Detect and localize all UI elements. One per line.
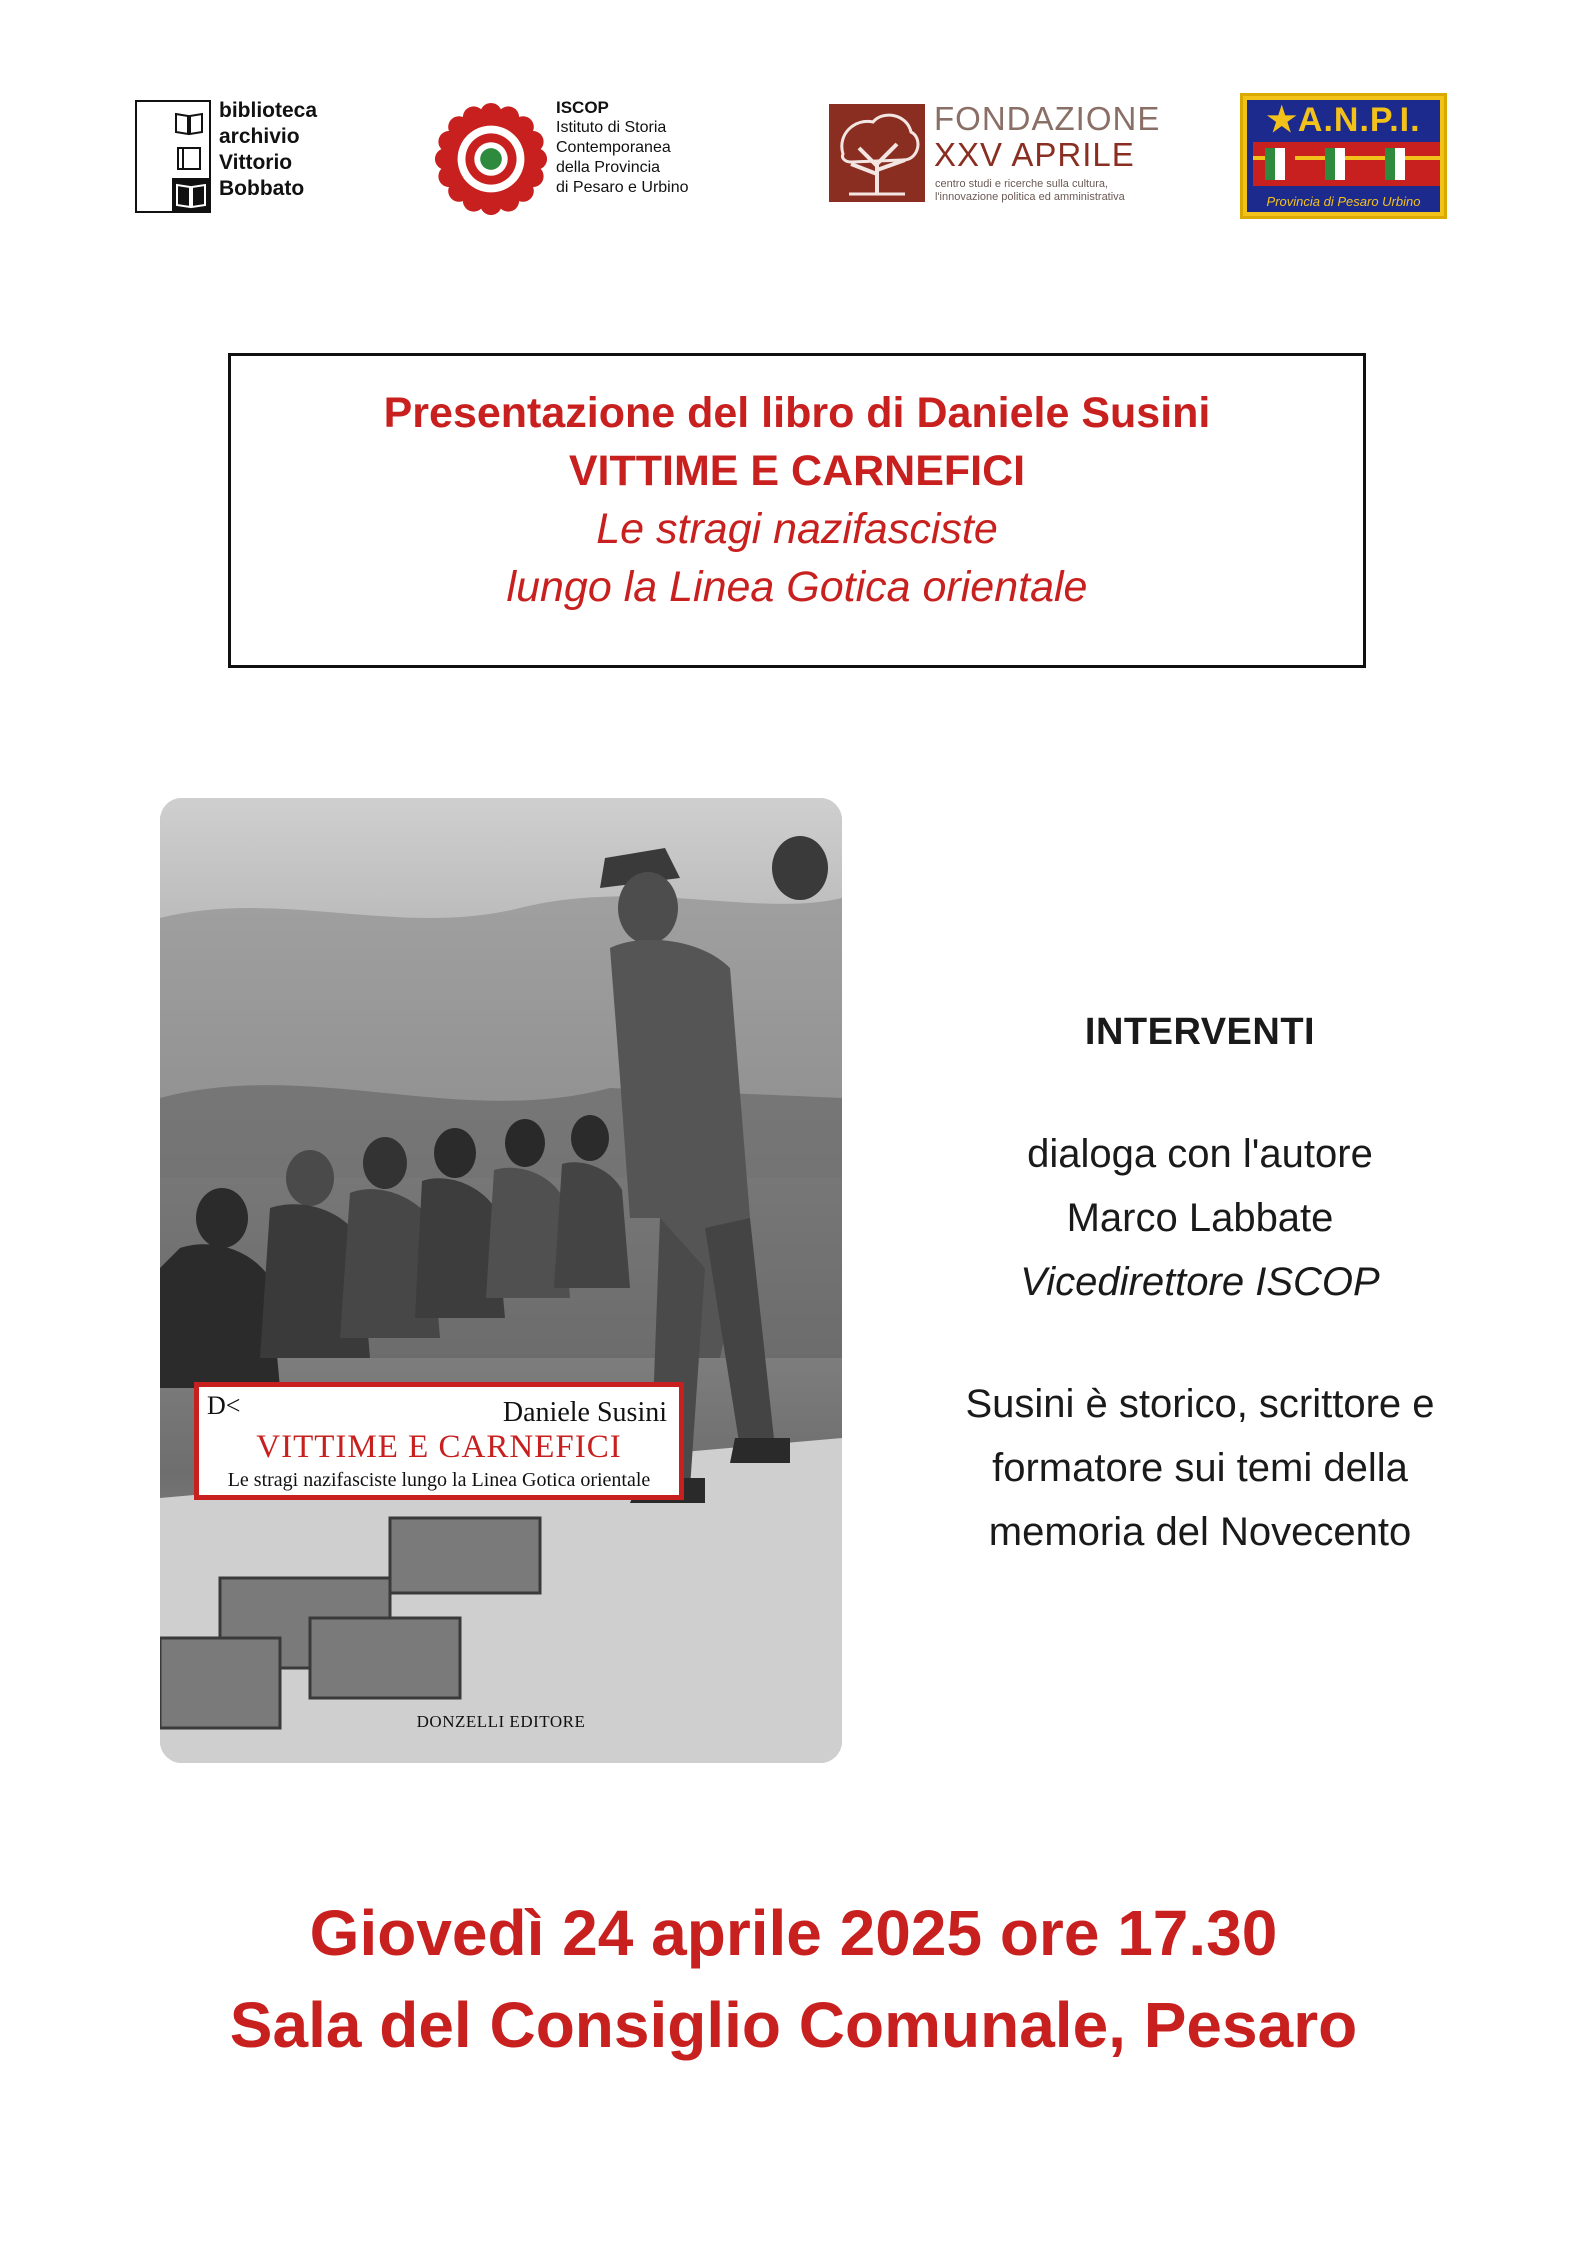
book-title: VITTIME E CARNEFICI bbox=[568, 447, 1026, 495]
cockade-icon bbox=[432, 100, 550, 218]
book-subtitle-line1: Le stragi nazifasciste bbox=[596, 505, 998, 553]
interventi-intro: dialoga con l'autore bbox=[1027, 1132, 1373, 1176]
cover-author: Daniele Susini bbox=[502, 1397, 667, 1428]
anpi-logo bbox=[1240, 93, 1447, 219]
cover-photo bbox=[160, 798, 842, 1763]
event-info bbox=[0, 1887, 1587, 2071]
book-title-box bbox=[228, 353, 1366, 668]
cover-title-label bbox=[194, 1382, 684, 1500]
cover-publisher: DONZELLI EDITORE bbox=[416, 1712, 586, 1731]
author-bio-line3: memoria del Novecento bbox=[988, 1510, 1412, 1554]
author-bio-line1: Susini è storico, scrittore e bbox=[965, 1382, 1435, 1426]
open-book-icon bbox=[174, 110, 204, 136]
fondazione-logo: FONDAZIONE XXV APRILE centro studi e ricerche sulla cultura, l'innovazione politica ed amministrativa bbox=[829, 100, 1159, 210]
book-shelf-icon bbox=[135, 100, 211, 213]
book-icon bbox=[174, 145, 204, 171]
author-bio-line2: formatore sui temi della bbox=[992, 1446, 1408, 1490]
book-subtitle-line2: lungo la Linea Gotica orientale bbox=[506, 563, 1088, 611]
presentation-heading: Presentazione del libro di Daniele Susini bbox=[383, 389, 1211, 437]
event-date: Giovedì 24 aprile 2025 ore 17.30 bbox=[309, 1897, 1278, 1969]
italian-flag-icon bbox=[1253, 142, 1440, 186]
speaker-role: Vicedirettore ISCOP bbox=[1020, 1260, 1380, 1304]
iscop-logo bbox=[432, 100, 732, 220]
anpi-title: ★A.N.P.I. bbox=[1266, 101, 1421, 139]
cover-subtitle: Le stragi nazifasciste lungo la Linea Gotica orientale bbox=[227, 1469, 651, 1491]
fondazione-subtitle: centro studi e ricerche sulla cultura, l'innovazione politica ed amministrativa bbox=[935, 178, 1125, 203]
open-book-icon bbox=[172, 178, 210, 212]
biblioteca-name: biblioteca archivio Vittorio Bobbato bbox=[219, 99, 318, 200]
event-place: Sala del Consiglio Comunale, Pesaro bbox=[229, 1989, 1358, 2061]
anpi-subtitle: Provincia di Pesaro Urbino bbox=[1266, 194, 1421, 209]
iscop-name: ISCOP Istituto di Storia Contemporanea della Provincia di Pesaro e Urbino bbox=[556, 98, 689, 196]
interventi-heading: INTERVENTI bbox=[1084, 1011, 1316, 1053]
book-cover bbox=[160, 798, 842, 1763]
biblioteca-logo bbox=[135, 100, 325, 215]
donzelli-logo: D< bbox=[207, 1391, 241, 1420]
speaker-name: Marco Labbate bbox=[1066, 1196, 1334, 1240]
tree-icon bbox=[829, 104, 925, 202]
interventi-section bbox=[880, 1000, 1520, 1564]
cover-title: VITTIME E CARNEFICI bbox=[256, 1429, 622, 1465]
